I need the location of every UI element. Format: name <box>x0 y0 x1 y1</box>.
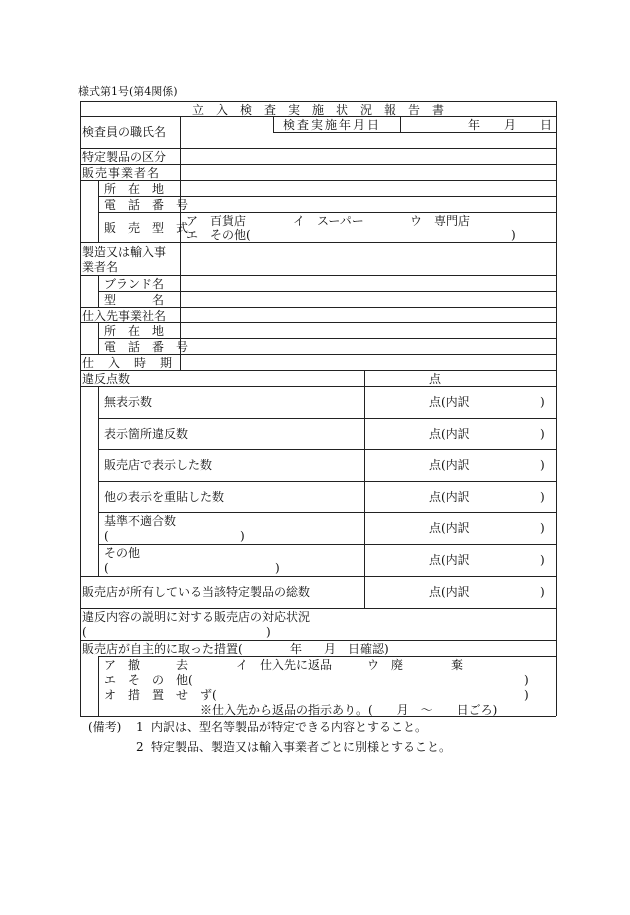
inspection-date-field[interactable] <box>401 117 555 132</box>
seller-name-field[interactable] <box>181 165 555 180</box>
violation-breakdown-label[interactable]: 点(内訳 <box>429 521 470 535</box>
violation-label-other: その他 <box>104 546 141 560</box>
measures-month: 月 <box>324 642 337 656</box>
brand-field[interactable] <box>181 276 555 291</box>
maker-label-line2: 業者名 <box>82 260 119 274</box>
seller-address-label: 所 在 地 <box>104 182 165 196</box>
measures-confirm-date: 日確認) <box>348 642 389 656</box>
violation-breakdown-close: ) <box>540 553 545 567</box>
violation-breakdown-close: ) <box>540 395 545 409</box>
measure-option-return[interactable]: イ 仕入先に返品 <box>236 658 333 672</box>
violation-breakdown-label[interactable]: 点(内訳 <box>429 458 470 472</box>
violation-label-store-display: 販売店で表示した数 <box>104 458 213 472</box>
violation-label-display-position: 表示箇所違反数 <box>104 427 189 441</box>
form-number: 様式第1号(第4関係) <box>78 85 178 98</box>
inspector-name-field[interactable] <box>181 117 272 147</box>
violation-breakdown-label[interactable]: 点(内訳 <box>429 490 470 504</box>
measure-option-other[interactable]: エ そ の 他( <box>104 673 193 687</box>
other-detail-close: ) <box>275 561 280 575</box>
supplier-address-field[interactable] <box>181 323 555 338</box>
inspection-date-label: 検査実施年月日 <box>283 118 382 132</box>
purchase-timing-label: 仕 入 時 期 <box>82 356 174 370</box>
nonconforming-detail-open[interactable]: ( <box>104 529 109 543</box>
measures-label: 販売店が自主的に取った措置( <box>82 642 243 656</box>
supplier-name-field[interactable] <box>181 308 555 323</box>
seller-phone-field[interactable] <box>181 197 555 212</box>
nonconforming-detail-close: ) <box>240 529 245 543</box>
remark-number-1: 1 <box>136 720 144 734</box>
product-category-field[interactable] <box>181 149 555 164</box>
violation-label-no-display: 無表示数 <box>104 395 153 409</box>
violation-breakdown-close: ) <box>540 458 545 472</box>
violation-breakdown-label[interactable]: 点(内訳 <box>429 427 470 441</box>
date-year-label: 年 <box>468 118 481 132</box>
measure-option-none[interactable]: オ 措 置 せ ず( <box>104 688 217 702</box>
purchase-timing-field[interactable] <box>181 355 555 370</box>
measure-option-remove[interactable]: ア 撤 去 <box>104 658 189 672</box>
supplier-address-label: 所 在 地 <box>104 324 165 338</box>
sales-type-other-close: ) <box>511 228 516 242</box>
product-category-label: 特定製品の区分 <box>82 150 167 164</box>
date-month-label: 月 <box>504 118 517 132</box>
remarks-label: (備考) <box>88 720 122 734</box>
brand-label: ブランド名 <box>104 277 165 291</box>
violation-breakdown-close: ) <box>540 490 545 504</box>
store-response-open[interactable]: ( <box>82 625 87 639</box>
violation-label-overlaid: 他の表示を重貼した数 <box>104 490 225 504</box>
return-instruction-note: ※仕入先から返品の指示あり。( 月 〜 日ごろ) <box>200 703 498 717</box>
measure-option-other-close: ) <box>524 673 529 687</box>
seller-phone-label: 電 話 番 号 <box>104 198 189 212</box>
store-response-close: ) <box>266 625 271 639</box>
model-field[interactable] <box>181 292 555 307</box>
remark-number-2: 2 <box>136 740 144 754</box>
total-breakdown-label[interactable]: 点(内訳 <box>429 585 470 599</box>
report-title: 立 入 検 査 実 施 状 況 報 告 書 <box>191 103 444 117</box>
violations-total-unit: 点 <box>429 372 442 386</box>
violation-breakdown-label[interactable]: 点(内訳 <box>429 395 470 409</box>
other-detail-open[interactable]: ( <box>104 561 109 575</box>
measures-year: 年 <box>290 642 303 656</box>
maker-name-field[interactable] <box>181 243 555 275</box>
maker-label-line1: 製造又は輸入事 <box>82 245 167 259</box>
violation-breakdown-close: ) <box>540 427 545 441</box>
violation-breakdown-label[interactable]: 点(内訳 <box>429 553 470 567</box>
supplier-phone-label: 電 話 番 号 <box>104 340 189 354</box>
inspector-label: 検査員の職氏名 <box>82 125 167 139</box>
supplier-phone-field[interactable] <box>181 339 555 354</box>
sales-type-label: 販 売 型 式 <box>104 221 189 235</box>
sales-type-other[interactable]: エ その他( <box>186 228 251 242</box>
seller-name-label: 販売事業者名 <box>82 166 161 180</box>
model-label: 型 名 <box>104 293 165 307</box>
sales-type-supermarket[interactable]: イ スーパー <box>293 214 364 228</box>
remark-text-1: 内訳は、型名等製品が特定できる内容とすること。 <box>151 720 428 734</box>
measure-option-none-close: ) <box>524 688 529 702</box>
seller-address-field[interactable] <box>181 181 555 196</box>
violation-breakdown-close: ) <box>540 521 545 535</box>
measure-option-dispose[interactable]: ウ 廃 棄 <box>367 658 464 672</box>
violations-header-label: 違反点数 <box>82 372 131 386</box>
violation-label-nonconforming: 基準不適合数 <box>104 514 177 528</box>
sales-type-department-store[interactable]: ア 百貨店 <box>186 214 247 228</box>
remark-text-2: 特定製品、製造又は輸入事業者ごとに別様とすること。 <box>151 740 452 754</box>
total-breakdown-close: ) <box>540 585 545 599</box>
sales-type-specialty-store[interactable]: ウ 専門店 <box>410 214 471 228</box>
supplier-name-label: 仕入先事業社名 <box>82 309 167 323</box>
date-day-label: 日 <box>540 118 553 132</box>
store-response-label: 違反内容の説明に対する販売店の対応状況 <box>82 610 311 624</box>
total-products-label: 販売店が所有している当該特定製品の総数 <box>82 585 311 599</box>
